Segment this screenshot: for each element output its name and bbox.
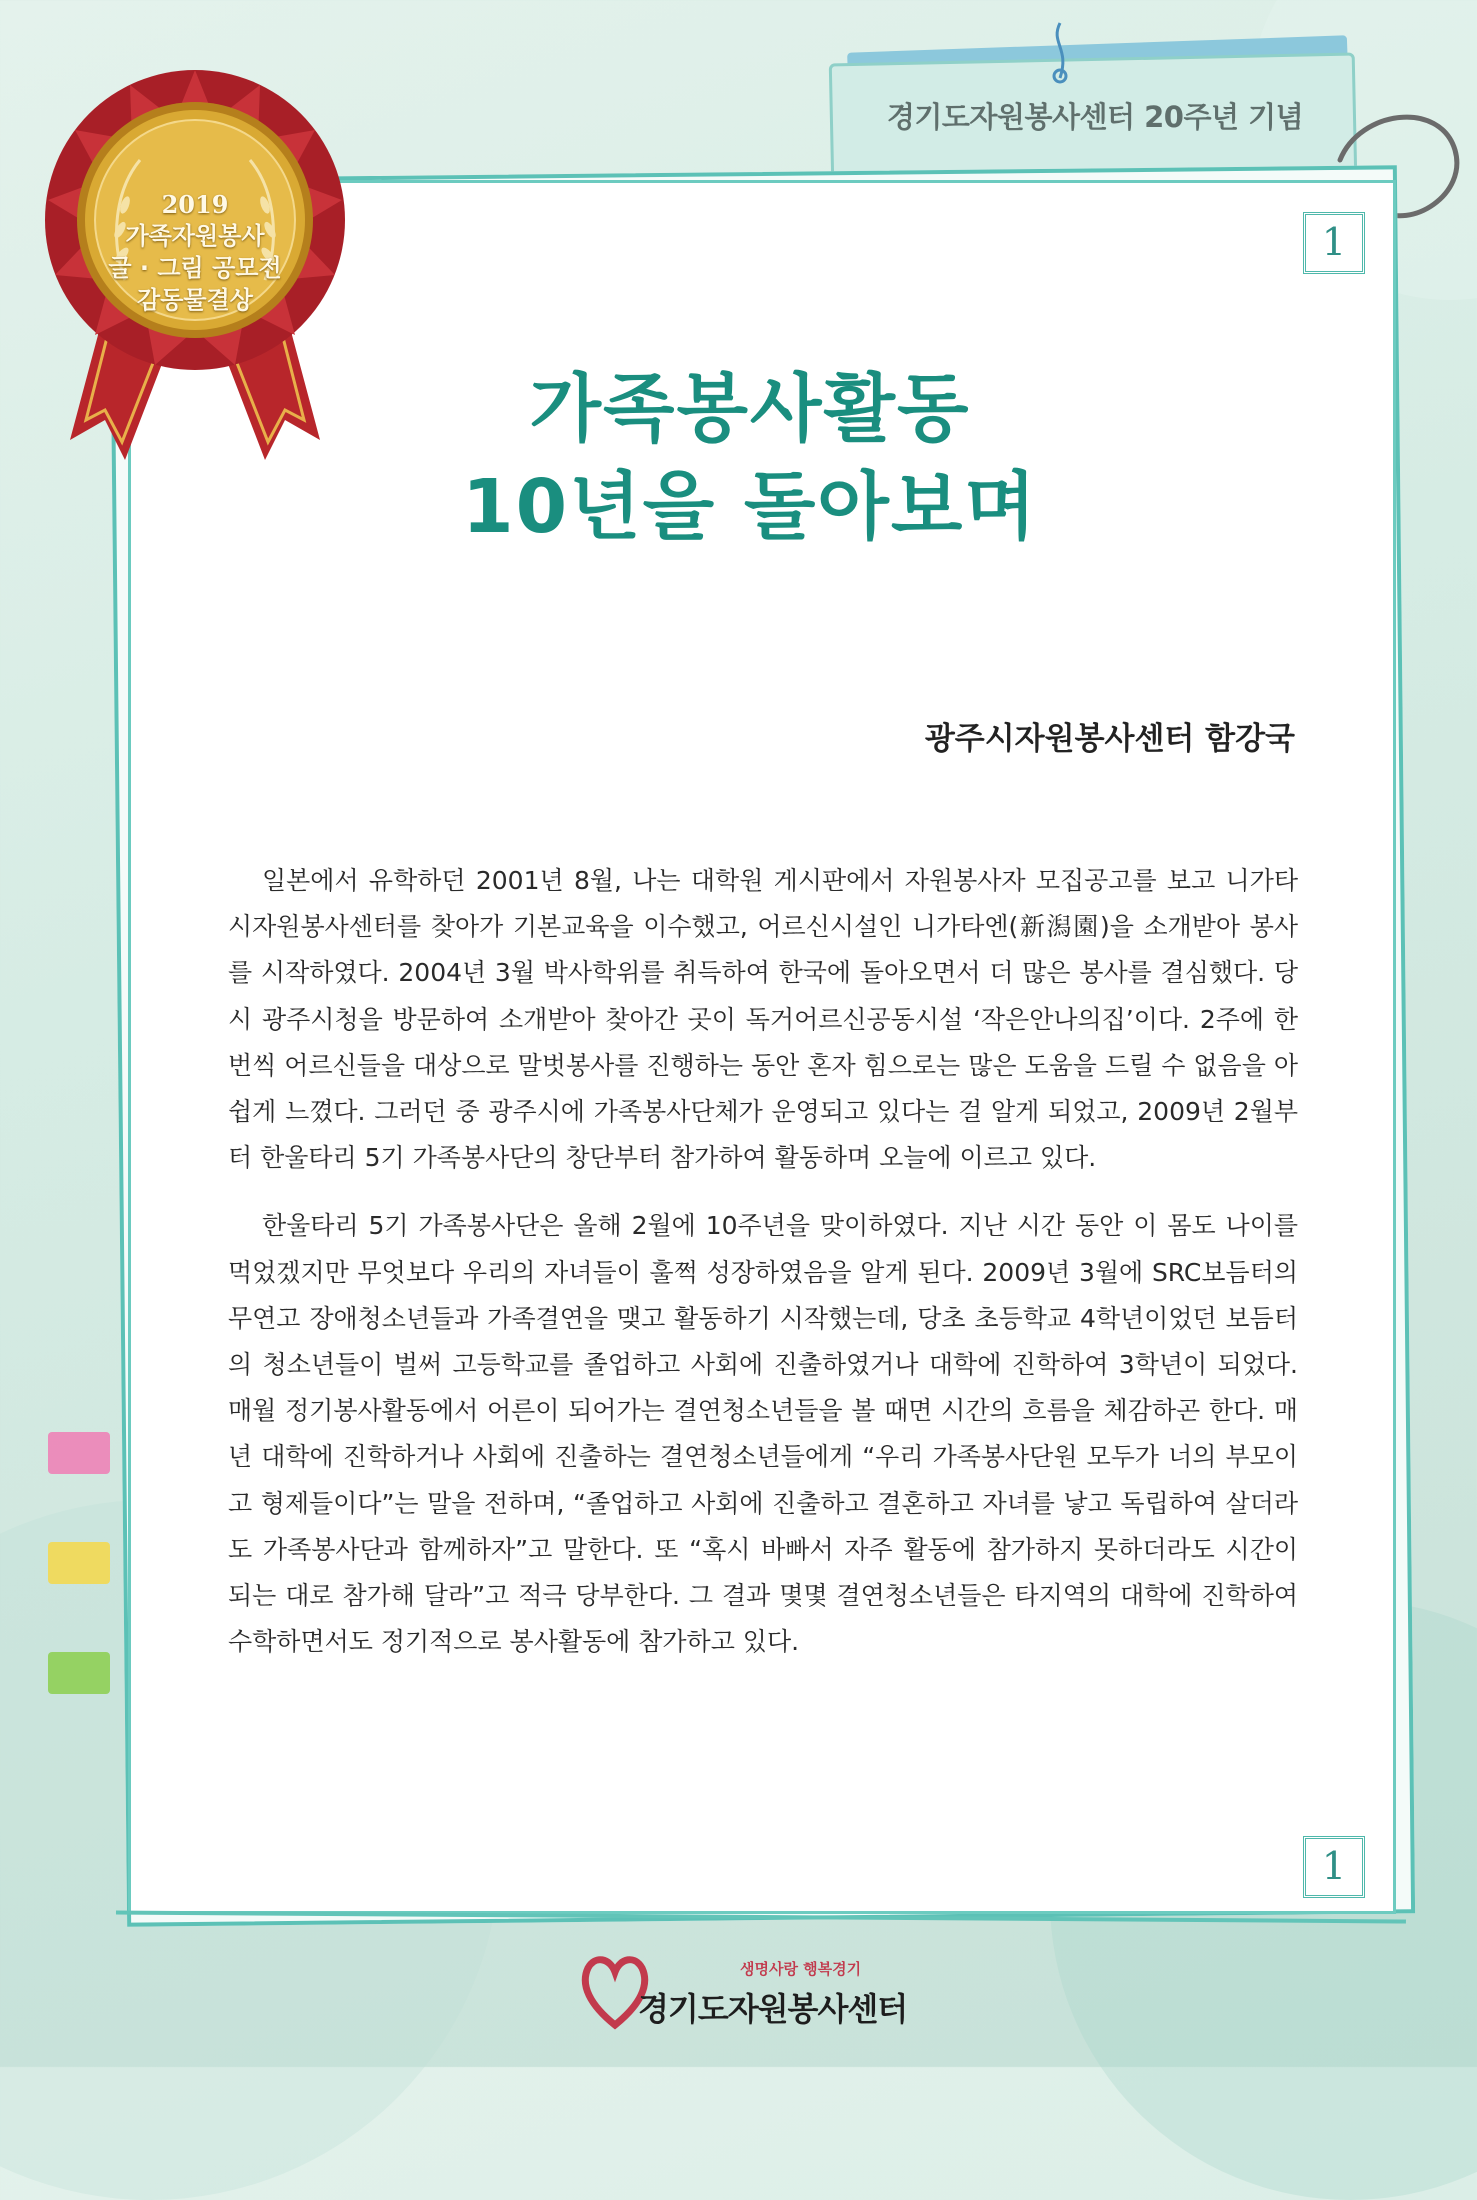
title-line-1: 가족봉사활동 bbox=[529, 366, 971, 452]
logo-slogan: 생명사랑 행복경기 bbox=[740, 1960, 862, 1978]
side-tab-green bbox=[48, 1652, 110, 1694]
side-tab-pink bbox=[48, 1432, 110, 1474]
medal-label bbox=[80, 190, 310, 316]
paragraph-1: 일본에서 유학하던 2001년 8월, 나는 대학원 게시판에서 자원봉사자 모집공고를 보고 니가타시자원봉사센터를 찾아가 기본교육을 이수했고, 어르신시설인 니가타엔(新潟園)을 소개받아 봉사를 시작하였다. 2004년 3월 박사학위를 취득하여 한국에 돌아오면서 더 많은 봉사를 결심했다. 당시 광주시청을 방문하여 소개받아 찾아간 곳이 독거어르신공동시설 ‘작은안나의집’이다. 2주에 한 번씩 어르신들을 대상으로 말벗봉사를 진행하는 동안 혼자 힘으로는 많은 도움을 드릴 수 없음을 아쉽게 느꼈다. 그러던 중 광주시에 가족봉사단체가 운영되고 있다는 걸 알게 되었고, 2009년 2월부터 한울타리 5기 가족봉사단의 창단부터 참가하여 활동하며 오늘에 이르고 있다. bbox=[228, 866, 1298, 1173]
article-body bbox=[228, 858, 1298, 1687]
page-number-top: 1 bbox=[1303, 212, 1365, 274]
pin-clip-icon bbox=[1040, 18, 1080, 88]
paragraph-2: 한울타리 5기 가족봉사단은 올해 2월에 10주년을 맞이하였다. 지난 시간 동안 이 몸도 나이를 먹었겠지만 무엇보다 우리의 자녀들이 훌쩍 성장하였음을 알게 된다. 2009년 3월에 SRC보듬터의 무연고 장애청소년들과 가족결연을 맺고 활동하기 시작했는데, 당초 초등학교 4학년이었던 보듬터의 청소년들이 벌써 고등학교를 졸업하고 사회에 진출하였거나 대학에 진학하여 3학년이 되었다. 매월 정기봉사활동에서 어른이 되어가는 결연청소년들을 볼 때면 시간의 흐름을 체감하곤 한다. 매년 대학에 진학하거나 사회에 진출하는 결연청소년들에게 “우리 가족봉사단원 모두가 너의 부모이고 형제들이다”는 말을 전하며, “졸업하고 사회에 진출하고 결혼하고 자녀를 낳고 독립하여 살더라도 가족봉사단과 함께하자”고 말한다. 또 “혹시 바빠서 자주 활동에 참가하지 못하더라도 시간이 되는 대로 참가해 달라”고 적극 당부한다. 그 결과 몇몇 결연청소년들은 타지역의 대학에 진학하여 수학하면서도 정기적으로 봉사활동에 참가하고 있다. bbox=[228, 1211, 1298, 1657]
article-author: 광주시자원봉사센터 함강국 bbox=[924, 721, 1295, 757]
medal-line-3: 감동물결상 bbox=[137, 286, 253, 314]
logo-org-name: 경기도자원봉사센터 bbox=[638, 1990, 908, 2028]
medal-year: 2019 bbox=[161, 190, 229, 219]
article-title bbox=[200, 360, 1300, 556]
page-number-bottom: 1 bbox=[1303, 1836, 1365, 1898]
header-banner-text: 경기도자원봉사센터 20주년 기념 bbox=[886, 100, 1304, 134]
medal-line-2: 글 · 그림 공모전 bbox=[108, 254, 282, 282]
footer-logo bbox=[580, 1950, 940, 2030]
side-tab-yellow bbox=[48, 1542, 110, 1584]
title-line-2: 10년을 돌아보며 bbox=[462, 464, 1038, 550]
medal-line-1: 가족자원봉사 bbox=[125, 222, 265, 250]
